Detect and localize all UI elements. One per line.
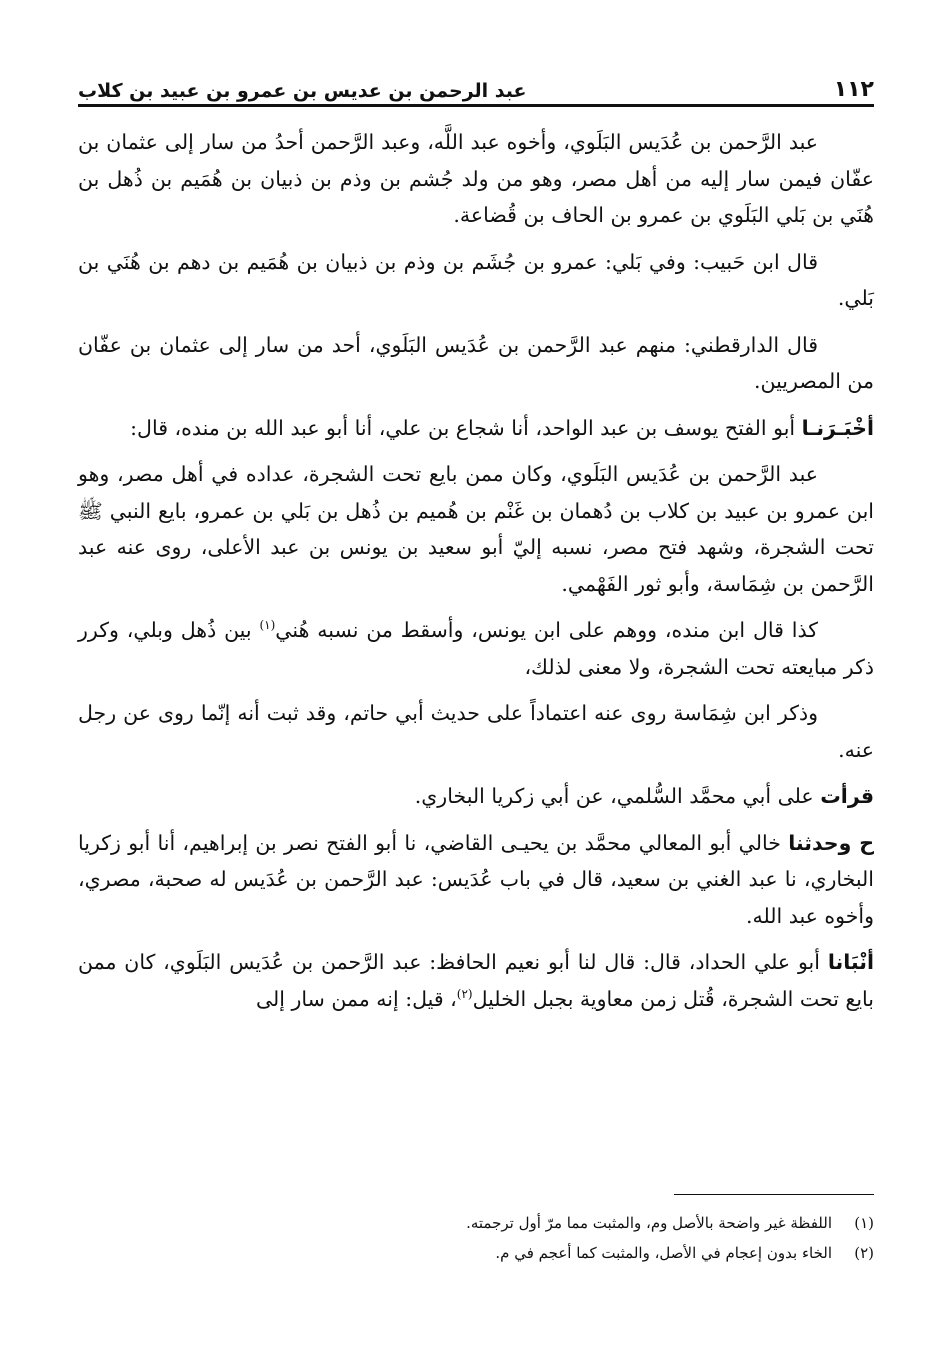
paragraph-5: عبد الرَّحمن بن عُدَيس البَلَوي، وكان ممن بايع تحت الشجرة، عداده في أهل مصر، وهو ابن عمرو بن عبيد بن كلاب بن دُهمان بن غَنْم بن هُميم بن ذُهل بن بَلي بن عمرو، بايع النبي ﷺ تحت الشجرة، وشهد فتح مصر، نسبه إليّ أبو سعيد بن يونس بن عبد الأعلى، روى عنه عبد الرَّحمن بن شِمَاسة، وأبو ثور الفَهْمي.: [78, 462, 874, 596]
paragraph-10-text-a: أبو علي الحداد، قال: قال لنا أبو نعيم الحافظ: عبد الرَّحمن بن عُدَيس البَلَوي، كان ممن بايع تحت الشجرة، قُتل زمن معاوية بجبل الخليل: [78, 950, 874, 1011]
paragraph-2: قال ابن حَبيب: وفي بَلي: عمرو بن جُشَم بن وذم بن ذبيان بن هُمَيم بن دهم بن هُنَي بن بَلي.: [78, 249, 874, 310]
isnad-keyword: قرأت: [820, 784, 874, 808]
footnote-ref-1: (١): [259, 618, 276, 633]
paragraph-6-text-b: بين ذُهل وبلي، وكرر ذكر مبايعته تحت الشجرة، ولا معنى لذلك،: [78, 618, 874, 679]
paragraph-7: وذكر ابن شِمَاسة روى عنه اعتماداً على حديث أبي حاتم، وقد ثبت أنه إنّما روى عن رجل عنه.: [78, 701, 874, 762]
main-text: [78, 124, 874, 1027]
paragraph-10: [78, 944, 874, 1017]
paragraph-9: [78, 825, 874, 935]
footnote-1: [78, 1208, 874, 1238]
page-header: [78, 62, 874, 102]
footnote-ref-2: (٢): [456, 986, 473, 1001]
footnotes: [78, 1208, 874, 1268]
paragraph-8: [78, 778, 874, 815]
footnote-2: [78, 1238, 874, 1268]
paragraph-6-text-a: كذا قال ابن منده، ووهم على ابن يونس، وأسقط من نسبه هُني: [275, 618, 819, 642]
paragraph-6: [78, 612, 874, 685]
footnote-number: (٢): [854, 1244, 874, 1262]
paragraph-4-text: أبو الفتح يوسف بن عبد الواحد، أنا شجاع بن علي، أنا أبو عبد الله بن منده، قال:: [130, 415, 802, 440]
page-number: ١١٢: [833, 77, 874, 102]
isnad-keyword: ح وحدثنا: [788, 830, 874, 855]
isnad-keyword: أخْبَـرَنـا: [801, 415, 874, 440]
paragraph-10-text-b: ، قيل: إنه ممن سار إلى: [255, 986, 457, 1011]
footnote-rule: [674, 1194, 874, 1195]
paragraph-8-text: على أبي محمَّد السُّلمي، عن أبي زكريا البخاري.: [414, 784, 821, 808]
header-rule: [78, 104, 874, 107]
paragraph-3: قال الدارقطني: منهم عبد الرَّحمن بن عُدَيس البَلَوي، أحد من سار إلى عثمان بن عفّان من المصريين.: [78, 332, 874, 393]
footnote-number: (١): [854, 1214, 874, 1232]
isnad-keyword: أنْبَانا: [827, 950, 874, 974]
running-head: عبد الرحمن بن عديس بن عمرو بن عبيد بن كلاب: [78, 80, 527, 102]
paragraph-4: [78, 410, 874, 447]
paragraph-1: عبد الرَّحمن بن عُدَيس البَلَوي، وأخوه عبد اللَّه، وعبد الرَّحمن أحدُ من سار إلى عثمان بن عفّان فيمن سار إليه من أهل مصر، وهو من ولد جُشم بن وذم بن ذبيان بن هُمَيم بن ذُهل بن هُنَي بن بَلي البَلَوي بن عمرو بن الحاف بن قُضاعة.: [78, 130, 874, 227]
footnote-text: اللفظة غير واضحة بالأصل وم، والمثبت مما مرّ أول ترجمته.: [466, 1214, 832, 1232]
paragraph-9-text: خالي أبو المعالي محمَّد بن يحيـى القاضي، نا أبو الفتح نصر بن إبراهيم، أنا أبو زكريا البخاري، نا عبد الغني بن سعيد، قال في باب عُدَيس: عبد الرَّحمن بن عُدَيس له صحبة، مصري، وأخوه عبد الله.: [78, 830, 874, 928]
footnote-text: الخاء بدون إعجام في الأصل، والمثبت كما أعجم في م.: [495, 1244, 832, 1262]
